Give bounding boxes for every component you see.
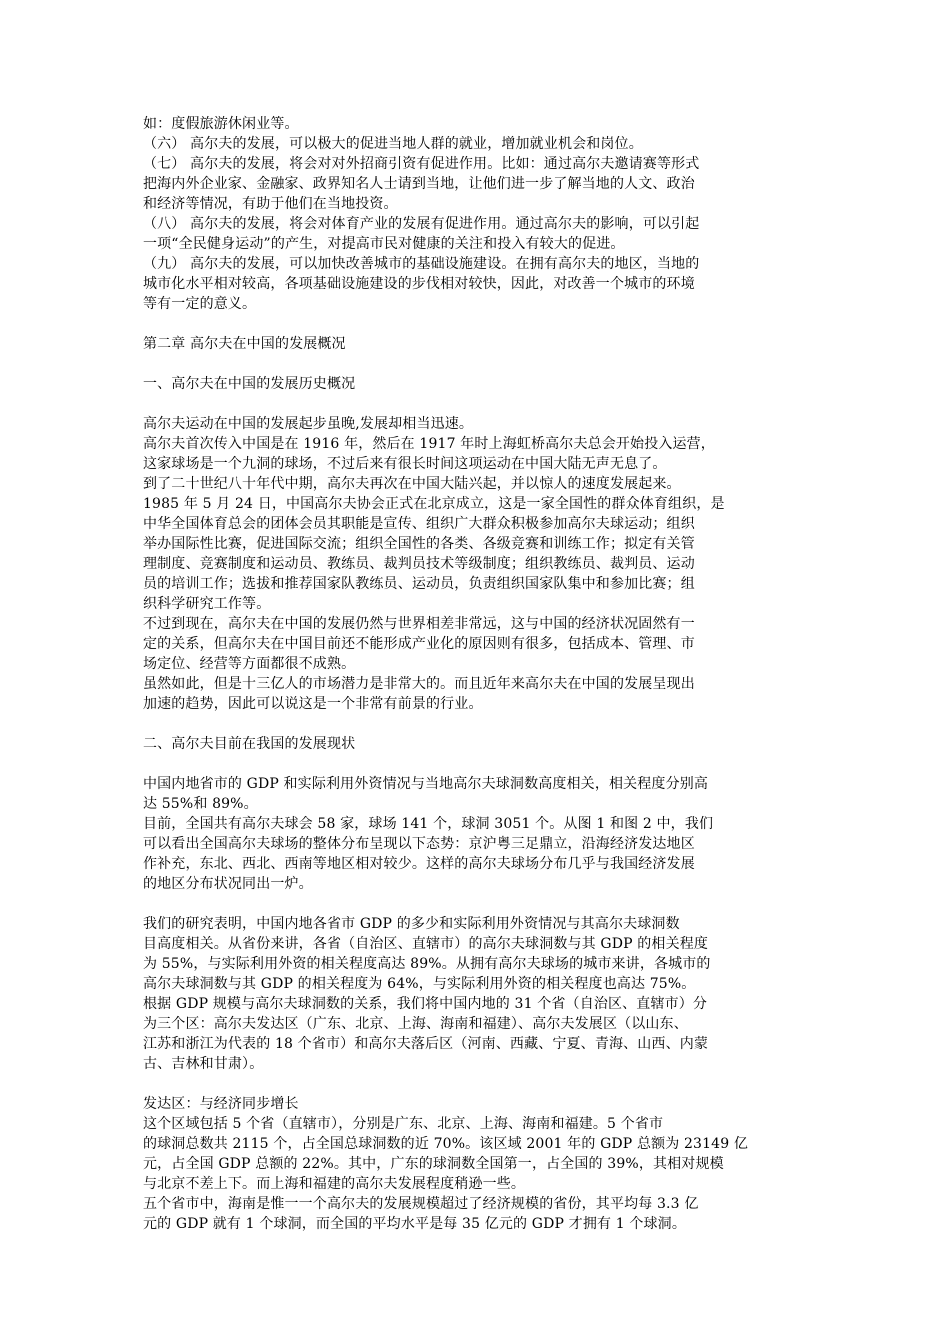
text-line: 可以看出全国高尔夫球场的整体分布呈现以下态势：京沪粤三足鼎立，沿海经济发达地区 (143, 836, 695, 852)
blank-line (143, 1074, 809, 1094)
text-line: 五个省市中，海南是惟一一个高尔夫的发展规模超过了经济规模的省份，其平均每 3.3 亿 (143, 1196, 699, 1212)
text-line: （八） 高尔夫的发展，将会对体育产业的发展有促进作用。通过高尔夫的影响，可以引起 (143, 216, 700, 232)
text-line: （七） 高尔夫的发展，将会对对外招商引资有促进作用。比如：通过高尔夫邀请赛等形式 (143, 156, 700, 172)
text-line: 等有一定的意义。 (143, 296, 257, 312)
text-line: 古、吉林和甘肃）。 (143, 1056, 264, 1072)
text-line: （九） 高尔夫的发展，可以加快改善城市的基础设施建设。在拥有高尔夫的地区，当地的 (143, 256, 700, 272)
text-line: 江苏和浙江为代表的 18 个省市）和高尔夫落后区（河南、西藏、宁夏、青海、山西、内蒙 (143, 1036, 709, 1052)
text-line: 加速的趋势，因此可以说这是一个非常有前景的行业。 (143, 696, 483, 712)
blank-line (143, 894, 809, 914)
text-line: 和经济等情况，有助于他们在当地投资。 (143, 196, 398, 212)
text-line: 作补充，东北、西北、西南等地区相对较少。这样的高尔夫球场分布几乎与我国经济发展 (143, 856, 695, 872)
text-line: 理制度、竞赛制度和运动员、教练员、裁判员技术等级制度；组织教练员、裁判员、运动 (143, 556, 695, 572)
text-line: 定的关系，但高尔夫在中国目前还不能形成产业化的原因则有很多，包括成本、管理、市 (143, 636, 695, 652)
text-line: 一、高尔夫在中国的发展历史概况 (143, 376, 356, 392)
text-line: 目前，全国共有高尔夫球会 58 家，球场 141 个，球洞 3051 个。从图 1 和图 2 中，我们 (143, 816, 714, 832)
text-line: 虽然如此，但是十三亿人的市场潜力是非常大的。而且近年来高尔夫在中国的发展呈现出 (143, 676, 695, 692)
text-line: 发达区：与经济同步增长 (143, 1096, 299, 1112)
text-line: 的地区分布状况同出一炉。 (143, 876, 313, 892)
text-line: 为 55%，与实际利用外资的相关程度高达 89%。从拥有高尔夫球场的城市来讲，各城市的 (143, 956, 711, 972)
text-line: 二、高尔夫目前在我国的发展现状 (143, 736, 356, 752)
text-line: 高尔夫首次传入中国是在 1916 年，然后在 1917 年时上海虹桥高尔夫总会开始投入运营， (143, 436, 715, 452)
text-line: 这个区域包括 5 个省（直辖市），分别是广东、北京、上海、海南和福建。5 个省市 (143, 1116, 664, 1132)
text-line: 中国内地省市的 GDP 和实际利用外资情况与当地高尔夫球洞数高度相关，相关程度分别高 (143, 776, 709, 792)
text-line: 城市化水平相对较高，各项基础设施建设的步伐相对较快，因此，对改善一个城市的环境 (143, 276, 695, 292)
text-line: 我们的研究表明，中国内地各省市 GDP 的多少和实际利用外资情况与其高尔夫球洞数 (143, 916, 680, 932)
text-line: 的球洞总数共 2115 个，占全国总球洞数的近 70%。该区域 2001 年的 GDP 总额为 23149 亿 (143, 1136, 749, 1152)
text-line: 织科学研究工作等。 (143, 596, 271, 612)
text-line: 第二章 高尔夫在中国的发展概况 (143, 336, 346, 352)
text-line: 把海内外企业家、金融家、政界知名人士请到当地，让他们进一步了解当地的人文、政治 (143, 176, 695, 192)
text-line: 为三个区：高尔夫发达区（广东、北京、上海、海南和福建）、高尔夫发展区（以山东、 (143, 1016, 688, 1032)
text-line: 高尔夫运动在中国的发展起步虽晚,发展却相当迅速。 (143, 416, 474, 432)
text-line: 到了二十世纪八十年代中期，高尔夫再次在中国大陆兴起，并以惊人的速度发展起来。 (143, 476, 681, 492)
text-line: 高尔夫球洞数与其 GDP 的相关程度为 64%，与实际利用外资的相关程度也高达 75%。 (143, 976, 696, 992)
text-line: 举办国际性比赛，促进国际交流；组织全国性的各类、各级竞赛和训练工作；拟定有关管 (143, 536, 695, 552)
blank-line (143, 354, 809, 374)
blank-line (143, 714, 809, 734)
text-line: 一项“全民健身运动”的产生，对提高市民对健康的关注和投入有较大的促进。 (143, 236, 625, 252)
blank-line (143, 394, 809, 414)
text-line: 中华全国体育总会的团体会员其职能是宣传、组织广大群众积极参加高尔夫球运动；组织 (143, 516, 695, 532)
text-line: 元的 GDP 就有 1 个球洞，而全国的平均水平是每 35 亿元的 GDP 才拥有 1 个球洞。 (143, 1216, 686, 1232)
text-line: 不过到现在，高尔夫在中国的发展仍然与世界相差非常远，这与中国的经济状况固然有一 (143, 616, 695, 632)
text-line: 目高度相关。从省份来讲，各省（自治区、直辖市）的高尔夫球洞数与其 GDP 的相关程度 (143, 936, 709, 952)
text-line: 场定位、经营等方面都很不成熟。 (143, 656, 356, 672)
blank-line (143, 314, 809, 334)
blank-line (143, 754, 809, 774)
text-line: 如：度假旅游休闲业等。 (143, 116, 299, 132)
text-line: 达 55%和 89%。 (143, 796, 258, 812)
document-body (143, 114, 809, 1234)
text-line: 与北京不差上下。而上海和福建的高尔夫发展程度稍逊一些。 (143, 1176, 526, 1192)
text-line: 员的培训工作；选拔和推荐国家队教练员、运动员，负责组织国家队集中和参加比赛；组 (143, 576, 695, 592)
text-line: 元，占全国 GDP 总额的 22%。其中，广东的球洞数全国第一，占全国的 39%，其相对规模 (143, 1156, 724, 1172)
text-line: 这家球场是一个九洞的球场，不过后来有很长时间这项运动在中国大陆无声无息了。 (143, 456, 667, 472)
text-line: （六） 高尔夫的发展，可以极大的促进当地人群的就业，增加就业机会和岗位。 (143, 136, 643, 152)
text-line: 根据 GDP 规模与高尔夫球洞数的关系，我们将中国内地的 31 个省（自治区、直辖市）分 (143, 996, 708, 1012)
text-line: 1985 年 5 月 24 日，中国高尔夫协会正式在北京成立，这是一家全国性的群众体育组织，是 (143, 496, 725, 512)
